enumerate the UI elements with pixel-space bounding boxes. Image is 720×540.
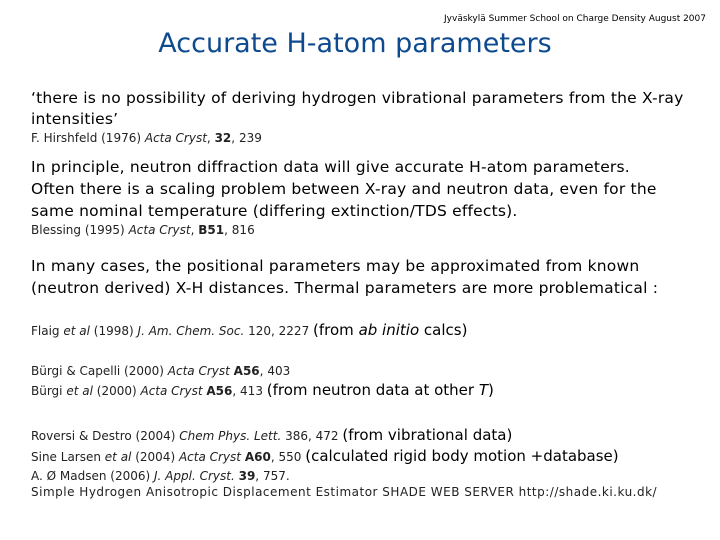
ref-note-italic: ab initio	[358, 321, 420, 339]
ref-note-italic: T	[478, 381, 489, 399]
shade-server-link: Simple Hydrogen Anisotropic Displacement Estimator SHADE WEB SERVER http://shade.ki.ku.dk/	[31, 485, 658, 499]
citation-journal: Acta Cryst	[128, 223, 191, 237]
ref-authors: Bürgi & Capelli (2000)	[31, 364, 164, 378]
ref-authors: Flaig	[31, 324, 60, 338]
ref-volume: A60	[244, 450, 271, 464]
slide-title: Accurate H-atom parameters	[158, 28, 552, 59]
ref-burgi-etal: Bürgi et al (2000) Acta Cryst A56, 413 (from neutron data at other T)	[31, 381, 494, 399]
ref-journal: Acta Cryst	[178, 450, 242, 464]
ref-authors: Roversi & Destro (2004)	[31, 429, 176, 443]
ref-note: (calculated rigid body motion +database)	[305, 447, 619, 465]
quote-citation: F. Hirshfeld (1976) Acta Cryst, 32, 239	[31, 131, 262, 145]
ref-note-b: calcs)	[423, 321, 468, 339]
ref-note: (from vibrational data)	[342, 426, 513, 444]
ref-journal: J. Am. Chem. Soc.	[137, 324, 245, 338]
ref-year: (2000)	[96, 384, 137, 398]
ref-page: 550	[278, 450, 302, 464]
ref-authors: Bürgi	[31, 384, 63, 398]
ref-etal: et al	[104, 450, 132, 464]
neutron-citation: Blessing (1995) Acta Cryst, B51, 816	[31, 223, 255, 237]
ref-authors: A. Ø Madsen (2006)	[31, 469, 151, 483]
ref-flaig	[31, 322, 467, 339]
ref-madsen: A. Ø Madsen (2006) J. Appl. Cryst. 39, 757.	[31, 469, 290, 483]
citation-authors: F. Hirshfeld (1976)	[31, 131, 142, 145]
slide-header: Jyväskylä Summer School on Charge Density August 2007	[444, 14, 706, 24]
positional-line-1: In many cases, the positional parameters may be approximated from known	[31, 257, 640, 275]
ref-journal: Acta Cryst	[140, 384, 203, 398]
ref-volpage: 120, 2227	[248, 324, 310, 338]
ref-larsen: Sine Larsen et al (2004) Acta Cryst A60, 550 (calculated rigid body motion +database)	[31, 447, 619, 465]
ref-page: 757.	[262, 469, 290, 483]
ref-volume: A56	[206, 384, 233, 398]
ref-burgi-capelli: Bürgi & Capelli (2000) Acta Cryst A56, 403	[31, 364, 291, 378]
citation-volume: 32	[214, 131, 232, 145]
positional-line-2: (neutron derived) X-H distances. Thermal parameters are more problematical :	[31, 279, 659, 297]
ref-note-b: )	[488, 381, 494, 399]
neutron-line-1: In principle, neutron diffraction data will give accurate H-atom parameters.	[31, 158, 630, 176]
ref-note-a: (from	[313, 321, 354, 339]
ref-journal: Acta Cryst	[167, 364, 230, 378]
ref-journal: Chem Phys. Lett.	[179, 429, 282, 443]
quote-line-1: ‘there is no possibility of deriving hydrogen vibrational parameters from the X-ray	[31, 89, 684, 107]
citation-page: 816	[231, 223, 255, 237]
citation-authors: Blessing (1995)	[31, 223, 125, 237]
ref-etal: et al	[66, 384, 93, 398]
ref-page: 403	[267, 364, 291, 378]
citation-journal: Acta Cryst	[144, 131, 207, 145]
ref-roversi	[31, 427, 512, 444]
ref-volume: 39	[238, 469, 256, 483]
ref-authors: Sine Larsen	[31, 450, 101, 464]
ref-etal: et al	[63, 324, 90, 338]
ref-note-a: (from neutron data at other	[266, 381, 475, 399]
ref-journal: J. Appl. Cryst.	[154, 469, 235, 483]
neutron-line-2: Often there is a scaling problem between X-ray and neutron data, even for the	[31, 180, 657, 198]
citation-volume: B51	[198, 223, 225, 237]
ref-note	[313, 321, 467, 339]
ref-note	[267, 381, 494, 399]
citation-page: 239	[238, 131, 262, 145]
ref-year: (1998)	[93, 324, 134, 338]
neutron-line-3: same nominal temperature (differing extinction/TDS effects).	[31, 202, 518, 220]
ref-volume: A56	[233, 364, 260, 378]
ref-year: (2004)	[135, 450, 176, 464]
quote-line-2: intensities’	[31, 110, 119, 128]
ref-volpage: 386, 472	[285, 429, 339, 443]
ref-page: 413	[240, 384, 263, 398]
